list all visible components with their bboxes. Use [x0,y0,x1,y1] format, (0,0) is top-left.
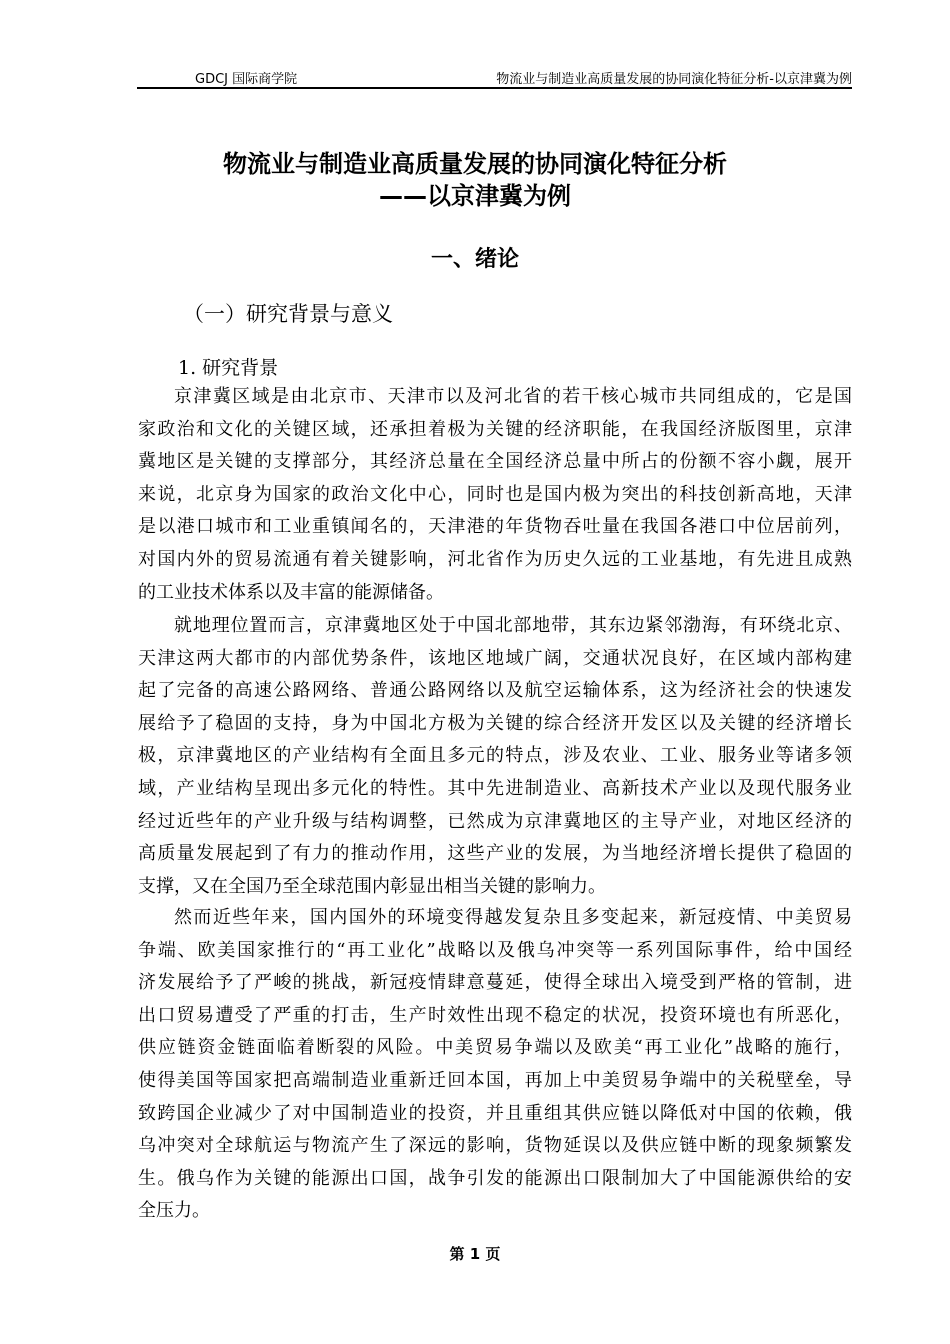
doc-subtitle: ——以京津冀为例 [379,182,571,210]
text-line: 争端、欧美国家推行的“再工业化”战略以及俄乌冲突等一系列国际事件，给中国经 [138,939,852,961]
text-line: 出口贸易遭受了严重的打击，生产时效性出现不稳定的状况，投资环境也有所恶化， [138,1004,852,1026]
text-line: 然而近些年来，国内国外的环境变得越发复杂且多变起来，新冠疫情、中美贸易 [174,907,852,928]
subsubsection-heading: 1. 研究背景 [178,357,279,379]
text-line: 就地理位置而言，京津冀地区处于中国北部地带，其东边紧邻渤海，有环绕北京、 [174,615,852,636]
header-school: GDCJ 国际商学院 [195,72,298,87]
running-header [137,68,852,88]
paragraph-1 [138,381,852,609]
text-line: 使得美国等国家把高端制造业重新迁回本国，再加上中美贸易争端中的关税壁垒，导 [138,1069,852,1091]
text-line: 是以港口城市和工业重镇闻名的，天津港的年货物吞吐量在我国各港口中位居前列， [138,516,852,538]
text-line: 京津冀区域是由北京市、天津市以及河北省的若干核心城市共同组成的，它是国 [174,386,852,407]
text-line: 生。俄乌作为关键的能源出口国，战争引发的能源出口限制加大了中国能源供给的安 [138,1167,852,1189]
text-line: 经过近些年的产业升级与结构调整，已然成为京津冀地区的主导产业，对地区经济的 [138,810,852,832]
paragraph-2 [138,610,852,903]
section-heading: 一、绪论 [430,247,519,272]
text-line: 致跨国企业减少了对中国制造业的投资，并且重组其供应链以降低对中国的依赖，俄 [138,1102,852,1124]
header-title: 物流业与制造业高质量发展的协同演化特征分析-以京津冀为例 [496,72,852,87]
page-number: 第 1 页 [449,1245,501,1263]
text-line: 家政治和文化的关键区域，还承担着极为关键的经济职能，在我国经济版图里，京津 [138,418,852,440]
text-line: 的工业技术体系以及丰富的能源储备。 [138,581,444,603]
text-line: 济发展给予了严峻的挑战，新冠疫情肆意蔓延，使得全球出入境受到严格的管制，进 [138,972,852,994]
text-line: 展给予了稳固的支持，身为中国北方极为关键的综合经济开发区以及关键的经济增长 [138,712,852,734]
text-line: 高质量发展起到了有力的推动作用，这些产业的发展，为当地经济增长提供了稳固的 [138,843,852,865]
text-line: 供应链资金链面临着断裂的风险。中美贸易争端以及欧美“再工业化”战略的施行， [138,1037,852,1059]
doc-title: 物流业与制造业高质量发展的协同演化特征分析 [223,150,727,178]
text-line: 极，京津冀地区的产业结构有全面且多元的特点，涉及农业、工业、服务业等诸多领 [138,745,852,767]
text-line: 对国内外的贸易流通有着关键影响，河北省作为历史久远的工业基地，有先进且成熟 [138,548,852,570]
text-line: 域，产业结构呈现出多元化的特性。其中先进制造业、高新技术产业以及现代服务业 [138,777,852,799]
text-line: 天津这两大都市的内部优势条件，该地区地域广阔，交通状况良好，在区域内部构建 [138,647,852,669]
text-line: 支撑，又在全国乃至全球范围内彰显出相当关键的影响力。 [138,875,606,897]
subsection-heading: （一）研究背景与意义 [183,302,393,326]
text-line: 乌冲突对全球航运与物流产生了深远的影响，货物延误以及供应链中断的现象频繁发 [138,1135,852,1157]
header-rule [137,87,852,89]
text-line: 全压力。 [138,1200,210,1222]
paragraph-3 [138,902,852,1228]
text-line: 来说，北京身为国家的政治文化中心，同时也是国内极为突出的科技创新高地，天津 [138,483,852,505]
text-line: 冀地区是关键的支撑部分，其经济总量在全国经济总量中所占的份额不容小觑，展开 [138,451,852,473]
text-line: 起了完备的高速公路网络、普通公路网络以及航空运输体系，这为经济社会的快速发 [138,680,852,702]
